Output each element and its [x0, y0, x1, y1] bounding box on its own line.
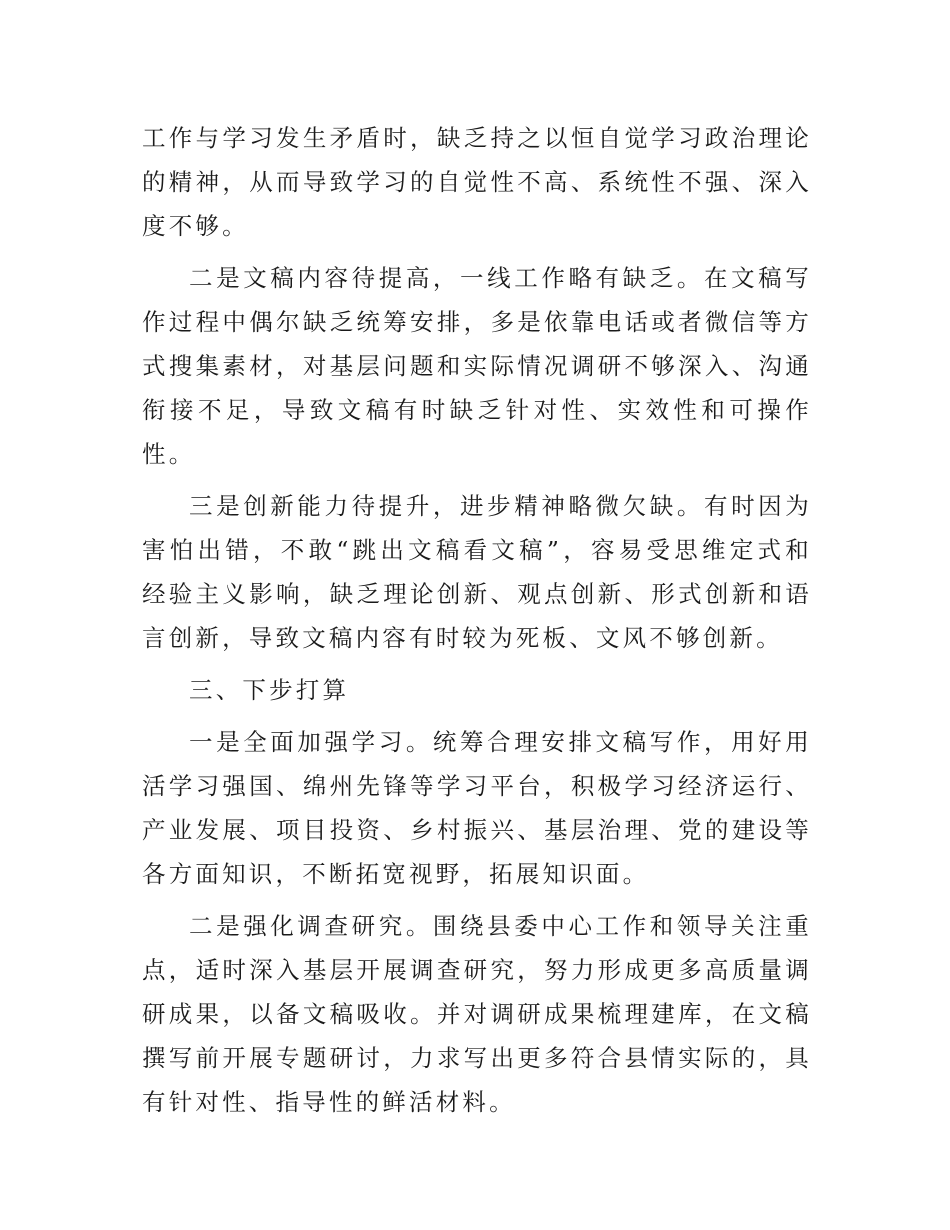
- paragraph-point-two: 二是文稿内容待提高，一线工作略有缺乏。在文稿写作过程中偶尔缺乏统筹安排，多是依靠电话或者微信等方式搜集素材，对基层问题和实际情况调研不够深入、沟通衔接不足，导致文稿有时缺乏针对性、实效性和可操作性。: [142, 264, 812, 468]
- paragraph-point-three: 三是创新能力待提升，进步精神略微欠缺。有时因为害怕出错，不敢“跳出文稿看文稿”，容易受思维定式和经验主义影响，缺乏理论创新、观点创新、形式创新和语言创新，导致文稿内容有时较为死板、文风不够创新。: [142, 492, 812, 652]
- paragraph-plan-one: 一是全面加强学习。统筹合理安排文稿写作，用好用活学习强国、绵州先锋等学习平台，积极学习经济运行、产业发展、项目投资、乡村振兴、基层治理、党的建设等各方面知识，不断拓宽视野，拓展知识面。: [142, 728, 812, 888]
- paragraph-continued: 工作与学习发生矛盾时，缺乏持之以恒自觉学习政治理论的精神，从而导致学习的自觉性不高、系统性不强、深入度不够。: [142, 124, 812, 240]
- section-heading-next-steps: 三、下步打算: [189, 676, 350, 704]
- paragraph-plan-two: 二是强化调查研究。围绕县委中心工作和领导关注重点，适时深入基层开展调查研究，努力形成更多高质量调研成果，以备文稿吸收。并对调研成果梳理建库，在文稿撰写前开展专题研讨，力求写出更多符合县情实际的，具有针对性、指导性的鲜活材料。: [142, 912, 812, 1116]
- document-body: [142, 116, 812, 1132]
